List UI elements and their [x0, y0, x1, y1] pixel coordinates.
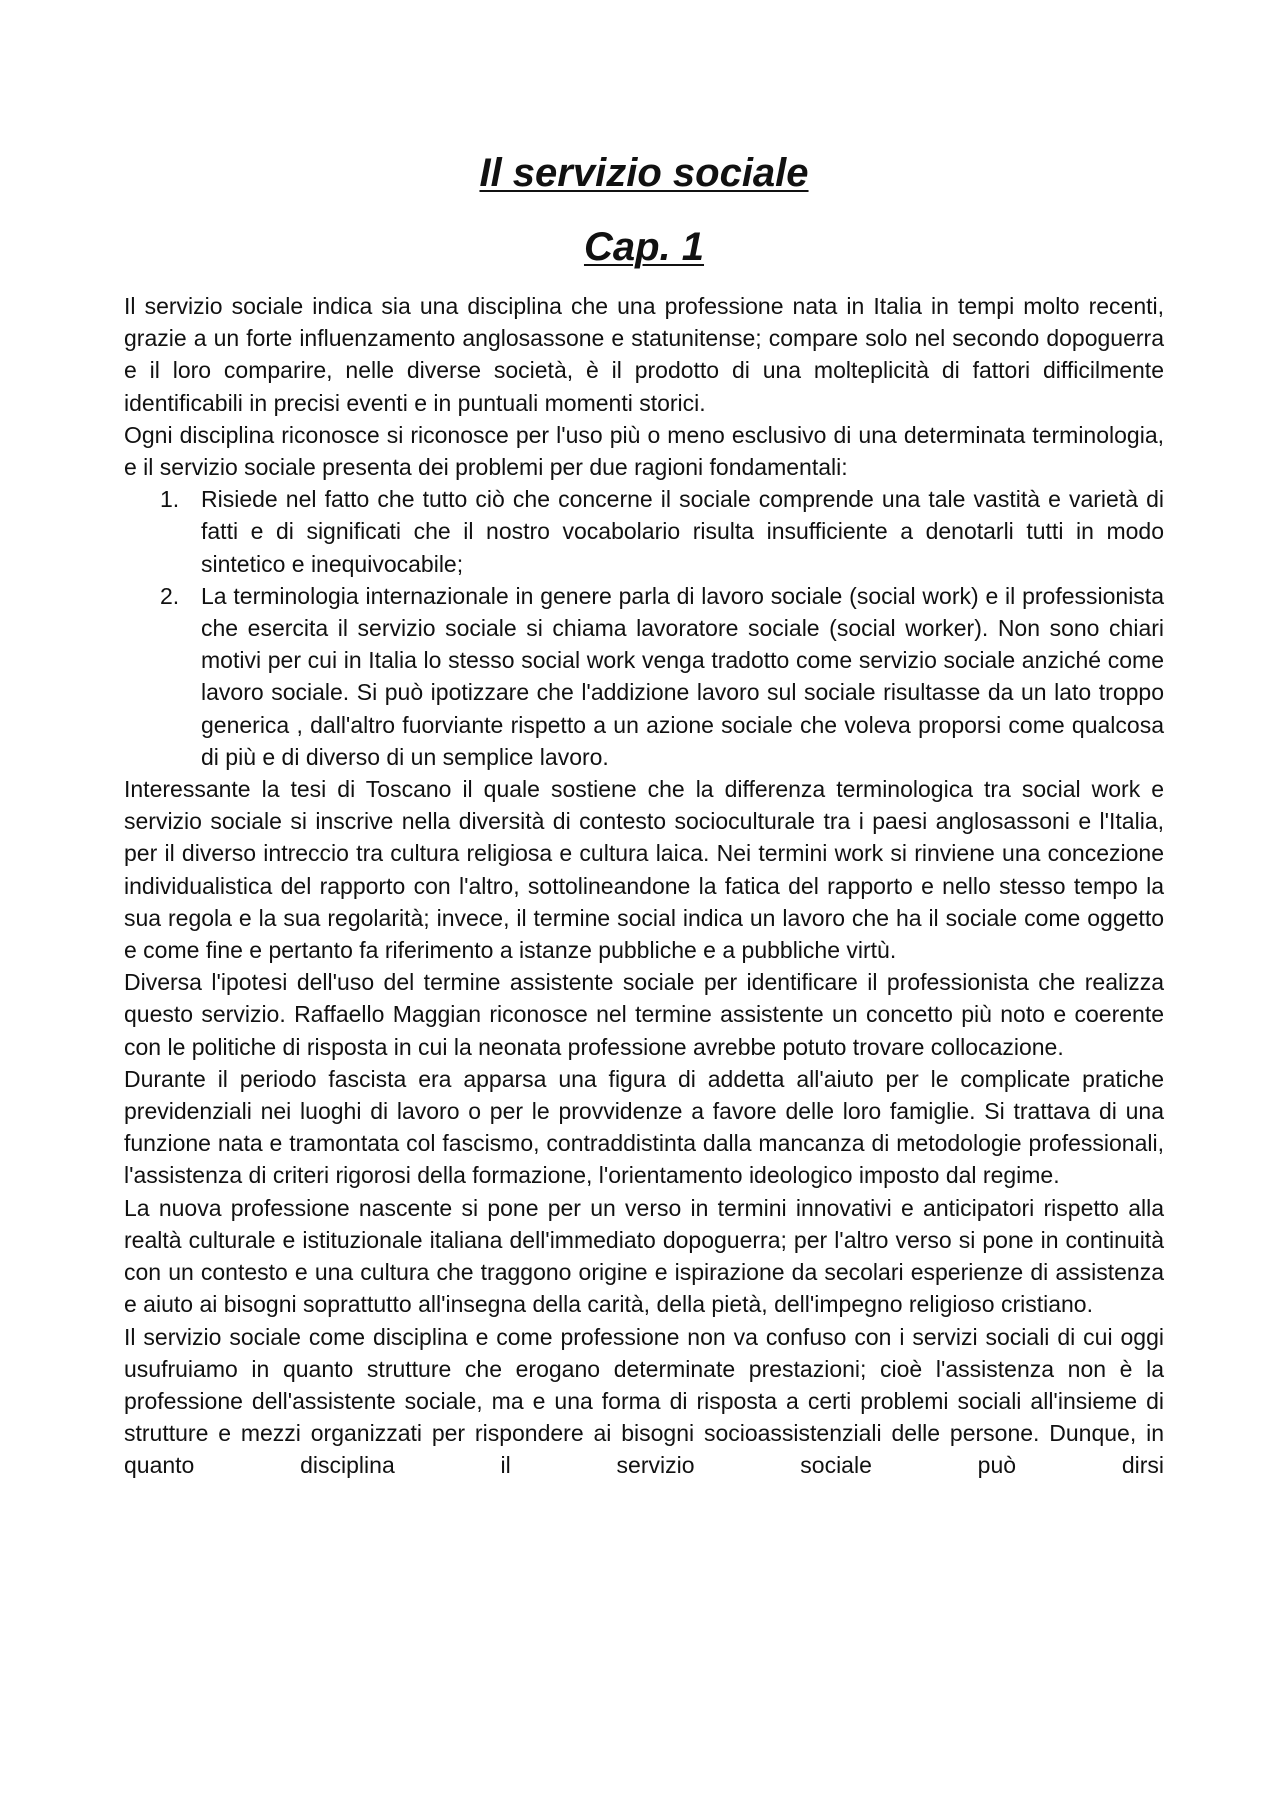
- list-item-number: 2.: [160, 582, 180, 609]
- paragraph-servizi-sociali: Il servizio sociale come disciplina e come professione non va confuso con i servizi sociali di cui oggi usufruiamo in quanto strutture che erogano determinate prestazioni; cioè l'assistenza non è la professione dell'assistente sociale, ma e una forma di risposta a certi problemi sociali all'insieme di strutture e mezzi organizzati per rispondere ai bisogni socioassistenziali delle persone. Dunque, in quanto disciplina il servizio sociale può dirsi: [124, 1323, 1164, 1479]
- chapter-heading: Cap. 1: [583, 225, 705, 269]
- paragraph-intro: Il servizio sociale indica sia una disciplina che una professione nata in Italia in tempi molto recenti, grazie a un forte influenzamento anglosassone e statunitense; compare solo nel secondo dopoguerra e il loro comparire, nelle diverse società, è il prodotto di una molteplicità di fattori difficilmente identificabili in precisi eventi e in puntuali momenti storici.: [124, 293, 1164, 416]
- paragraph-maggian: Diversa l'ipotesi dell'uso del termine assistente sociale per identificare il professionista che realizza questo servizio. Raffaello Maggian riconosce nel termine assistente un concetto più noto e coerente con le politiche di risposta in cui la neonata professione avrebbe potuto trovare collocazione.: [124, 969, 1164, 1060]
- list-item: [124, 580, 1164, 773]
- paragraph-nuova-professione: La nuova professione nascente si pone per un verso in termini innovativi e anticipatori rispetto alla realtà culturale e istituzionale italiana dell'immediato dopoguerra; per l'altro verso si pone in continuità con un contesto e una cultura che traggono origine e ispirazione da secolari esperienze di assistenza e aiuto ai bisogni soprattutto all'insegna della carità, della pietà, dell'impegno religioso cristiano.: [124, 1194, 1164, 1318]
- list-item: [124, 483, 1164, 580]
- numbered-list: [124, 483, 1164, 773]
- list-item-text: La terminologia internazionale in genere parla di lavoro sociale (social work) e il professionista che esercita il servizio sociale si chiama lavoratore sociale (social worker). Non sono chiari motivi per cui in Italia lo stesso social work venga tradotto come servizio sociale anziché come lavoro sociale. Si può ipotizzare che l'addizione lavoro sul sociale risultasse da un lato troppo generica , dall'altro fuorviante rispetto a un azione sociale che voleva proporsi come qualcosa di più e di diverso di un semplice lavoro.: [201, 582, 1164, 770]
- paragraph-fascismo: Durante il periodo fascista era apparsa una figura di addetta all'aiuto per le complicate pratiche previdenziali nei luoghi di lavoro o per le provvidenze a favore delle loro famiglie. Si trattava di una funzione nata e tramontata col fascismo, contraddistinta dalla mancanza di metodologie professionali, l'assistenza di criteri rigorosi della formazione, l'orientamento ideologico imposto dal regime.: [124, 1065, 1164, 1189]
- document-page: [124, 148, 1164, 1482]
- list-item-number: 1.: [160, 486, 180, 513]
- paragraph-terminology: Ogni disciplina riconosce si riconosce per l'uso più o meno esclusivo di una determinata terminologia, e il servizio sociale presenta dei problemi per due ragioni fondamentali:: [124, 421, 1164, 481]
- paragraph-toscano: Interessante la tesi di Toscano il quale sostiene che la differenza terminologica tra social work e servizio sociale si inscrive nella diversità di contesto socioculturale tra i paesi anglosassoni e l'Italia, per il diverso intreccio tra cultura religiosa e cultura laica. Nei termini work si rinviene una concezione individualistica del rapporto con l'altro, sottolineandone la fatica del rapporto e nello stesso tempo la sua regola e la sua regolarità; invece, il termine social indica un lavoro che ha il sociale come oggetto e come fine e pertanto fa riferimento a istanze pubbliche e a pubbliche virtù.: [124, 776, 1164, 964]
- document-title: Il servizio sociale: [479, 151, 809, 195]
- list-item-text: Risiede nel fatto che tutto ciò che concerne il sociale comprende una tale vastità e varietà di fatti e di significati che il nostro vocabolario risulta insufficiente a denotarli tutti in modo sintetico e inequivocabile;: [201, 486, 1164, 577]
